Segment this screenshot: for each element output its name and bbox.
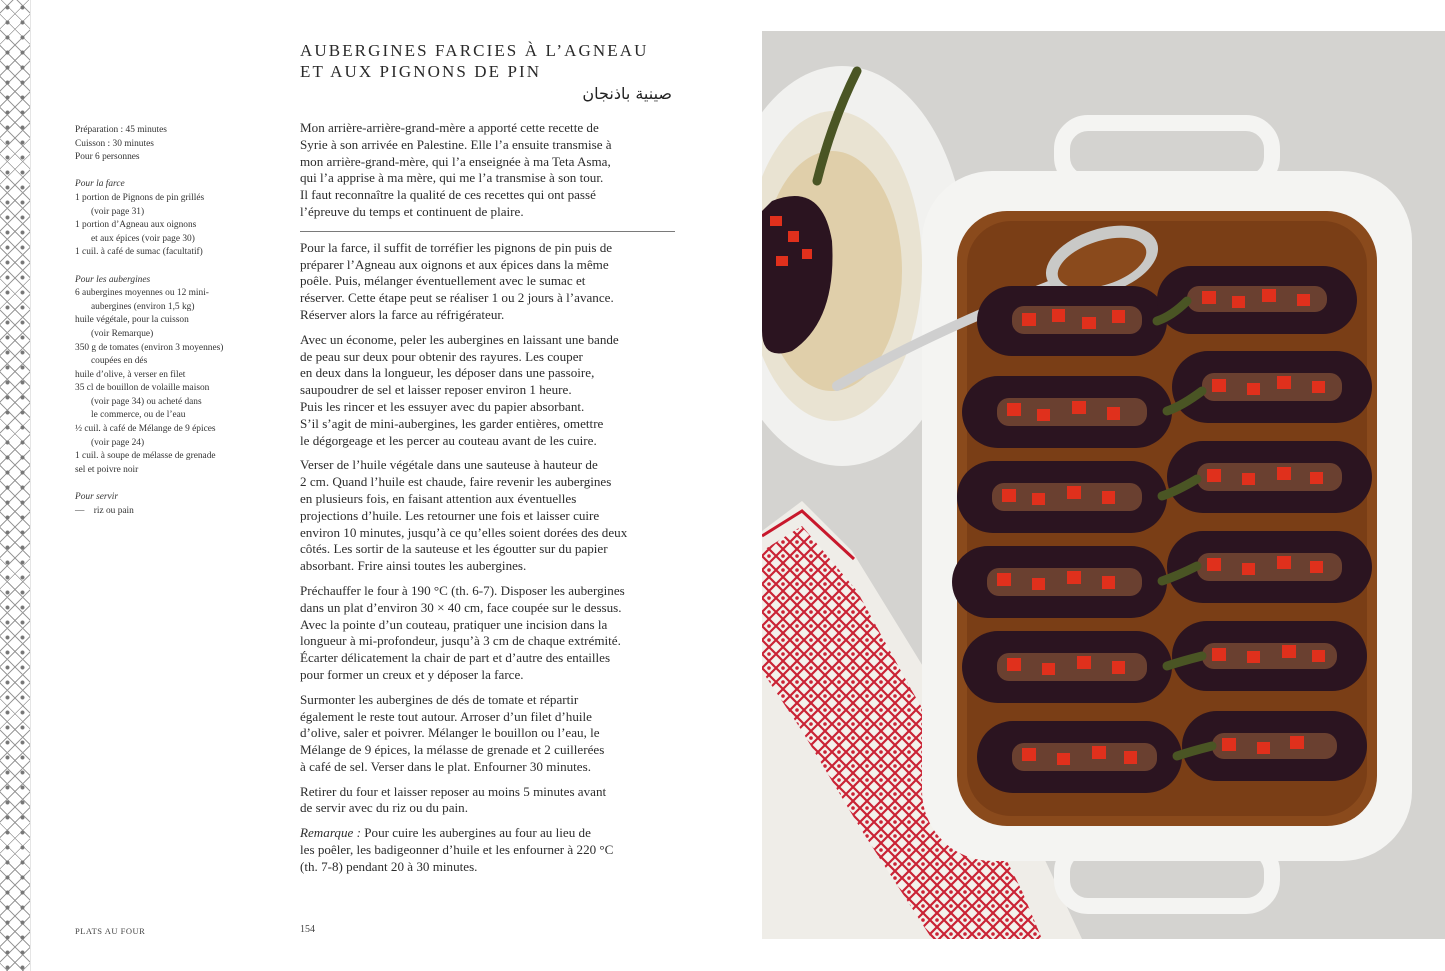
title-line-1: AUBERGINES FARCIES À L’AGNEAU	[300, 41, 649, 60]
ingredient-line: 1 portion de Pignons de pin grillés	[75, 192, 205, 203]
ingredient-line: ½ cuil. à café de Mélange de 9 épices	[75, 424, 216, 435]
ingredient-line: 1 cuil. à café de sumac (facultatif)	[75, 247, 203, 258]
prep-time: Préparation : 45 minutes	[75, 125, 167, 135]
servings: Pour 6 personnes	[75, 152, 140, 163]
ingredient-line: (voir Remarque)	[91, 328, 154, 339]
ingredient-line: huile d’olive, à verser en filet	[75, 369, 186, 380]
arabic-title: صينية باذنجان	[582, 84, 672, 103]
ingredients-sidebar	[75, 124, 260, 518]
decorative-border	[0, 0, 31, 971]
section-name: PLATS AU FOUR	[75, 926, 146, 936]
ingredient-line: 350 g de tomates (environ 3 moyennes)	[75, 342, 224, 353]
ingredient-line: 1 cuil. à soupe de mélasse de grenade	[75, 451, 216, 462]
aubergine-dish-illustration	[762, 31, 1445, 939]
step-topping: Surmonter les aubergines de dés de tomate et répartir également le reste tout autour. Arroser d’un filet d’huile d’olive, saler et poivrer. Mélanger le bouillon ou l’eau, le Mélange de 9 épices, la mélasse de grenade et 2 cuillerées à café de sel. Verser dans le plat. Enfourner 30 minutes.	[300, 691, 605, 774]
ingredient-line: 1 portion d’Agneau aux oignons	[75, 220, 197, 231]
step-peel: Avec un économe, peler les aubergines en laissant une bande de peau sur deux pour obtenir des rayures. Les couper en deux dans la longueur, les déposer dans une passoire, saupoudrer de sel et laisser reposer environ 1 heure. Puis les rincer et les essuyer avec du papier absorbant. S’il s’agit de mini-aubergines, les garder entières, omettre le dégorgeage et les percer au couteau avant de les cuire.	[300, 331, 619, 448]
farce-heading: Pour la farce	[75, 179, 125, 190]
ingredient-line: (voir page 24)	[91, 437, 145, 448]
servir-line: — riz ou pain	[75, 505, 134, 516]
title-line-2: ET AUX PIGNONS DE PIN	[300, 62, 542, 81]
ingredient-line: huile végétale, pour la cuisson	[75, 315, 189, 326]
remark-label: Remarque :	[300, 825, 361, 841]
ingredient-line: et aux épices (voir page 30)	[91, 233, 195, 244]
step-oven: Préchauffer le four à 190 °C (th. 6-7). Disposer les aubergines dans un plat d’environ 30 × 40 cm, face coupée sur le dessus. Avec la pointe d’un couteau, pratiquer une incision dans la longueur à mi-profondeur, jusqu’à 3 cm de chaque extrémité. Écarter délicatement la chair de part et d’autre des entailles pour former un creux et y déposer la farce.	[300, 582, 625, 682]
page-number: 154	[300, 924, 315, 935]
recipe-photo	[762, 31, 1445, 939]
intro-paragraph: Mon arrière-arrière-grand-mère a apporté cette recette de Syrie à son arrivée en Palestine. Elle l’a ensuite transmise à mon arrière-grand-mère, qui l’a enseignée à ma Teta Asma, qui l’a apprise à ma mère, qui me l’a transmise à son tour. Il faut reconnaître la qualité de ces recettes qui ont passé l’épreuve du temps et continuent de plaire.	[300, 120, 675, 232]
ingredient-line: coupées en dés	[91, 356, 148, 367]
cook-time: Cuisson : 30 minutes	[75, 138, 154, 149]
step-fry: Verser de l’huile végétale dans une sauteuse à hauteur de 2 cm. Quand l’huile est chaude, faire revenir les aubergines en plusieurs fois, en faisant attention aux éventuelles projections d’huile. Les retourner une fois et laisser cuire environ 10 minutes, jusqu’à ce qu’elles soient dorées des deux côtés. Les sortir de la sauteuse et les égoutter sur du papier absorbant. Frire ainsi toutes les aubergines.	[300, 457, 628, 574]
servir-heading: Pour servir	[75, 492, 118, 503]
ingredient-line: 6 aubergines moyennes ou 12 mini-	[75, 288, 209, 299]
step-farce: Pour la farce, il suffit de torréfier les pignons de pin puis de préparer l’Agneau aux oignons et aux épices dans la même poêle. Puis, mélanger éventuellement avec le sumac et réserver. Cette étape peut se réaliser 1 ou 2 jours à l’avance. Réserver alors la farce au réfrigérateur.	[300, 239, 614, 322]
recipe-title	[300, 40, 672, 82]
aubergines-heading: Pour les aubergines	[75, 274, 151, 285]
recipe-body	[300, 120, 675, 884]
ingredient-line: aubergines (environ 1,5 kg)	[91, 301, 195, 312]
ingredient-line: le commerce, ou de l’eau	[91, 410, 186, 421]
ingredient-line: (voir page 31)	[91, 206, 145, 217]
ingredient-line: 35 cl de bouillon de volaille maison	[75, 383, 210, 394]
ingredient-line: (voir page 34) ou acheté dans	[91, 396, 202, 407]
ingredient-line: sel et poivre noir	[75, 464, 139, 475]
remark-paragraph: Remarque : Pour cuire les aubergines au four au lieu de les poêler, les badigeonner d’huile et les enfourner à 220 °C (th. 7-8) pendant 20 à 30 minutes.	[300, 825, 614, 874]
step-rest: Retirer du four et laisser reposer au moins 5 minutes avant de servir avec du riz ou du pain.	[300, 783, 607, 816]
